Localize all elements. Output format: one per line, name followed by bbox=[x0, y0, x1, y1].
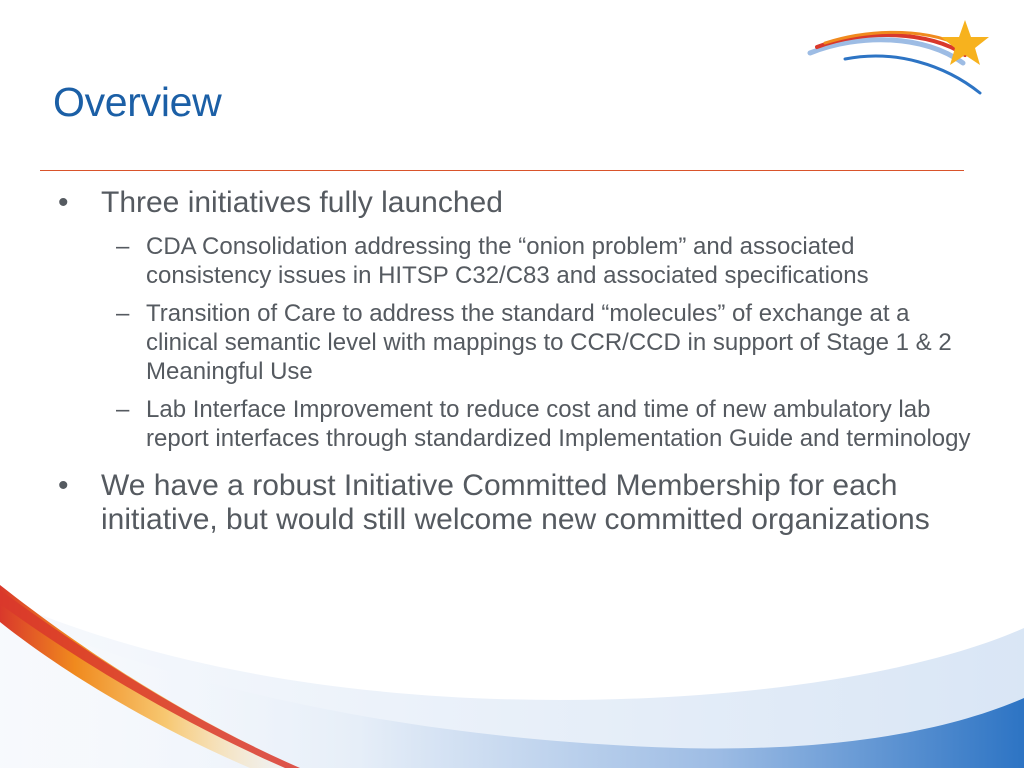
bullet-item bbox=[55, 186, 975, 220]
bullet-text: We have a robust Initiative Committed Membership for each initiative, but would still welcome new committed organizations bbox=[101, 469, 930, 536]
sub-bullet-text: CDA Consolidation addressing the “onion problem” and associated consistency issues in HITSP C32/C83 and associated specifications bbox=[146, 233, 869, 289]
sub-bullet-item bbox=[55, 395, 975, 453]
bullet-text: Three initiatives fully launched bbox=[101, 186, 503, 219]
dash-marker: – bbox=[116, 396, 130, 423]
dash-marker: – bbox=[116, 300, 130, 327]
bullet-marker: • bbox=[58, 469, 69, 502]
title-divider bbox=[40, 170, 964, 171]
bullet-item bbox=[55, 469, 975, 537]
slide-title: Overview bbox=[53, 79, 222, 125]
sub-bullet-item bbox=[55, 299, 975, 386]
sub-bullet-text: Lab Interface Improvement to reduce cost and time of new ambulatory lab report interfaces through standardized Implementation Guide and terminology bbox=[146, 396, 971, 452]
bullet-list bbox=[55, 186, 975, 537]
star-swoosh-logo-icon bbox=[805, 15, 1005, 105]
sub-bullet-item bbox=[55, 232, 975, 290]
dash-marker: – bbox=[116, 233, 130, 260]
sub-bullet-text: Transition of Care to address the standard “molecules” of exchange at a clinical semantic level with mappings to CCR/CCD in support of Stage 1 & 2 Meaningful Use bbox=[146, 300, 952, 385]
bullet-marker: • bbox=[58, 186, 69, 219]
